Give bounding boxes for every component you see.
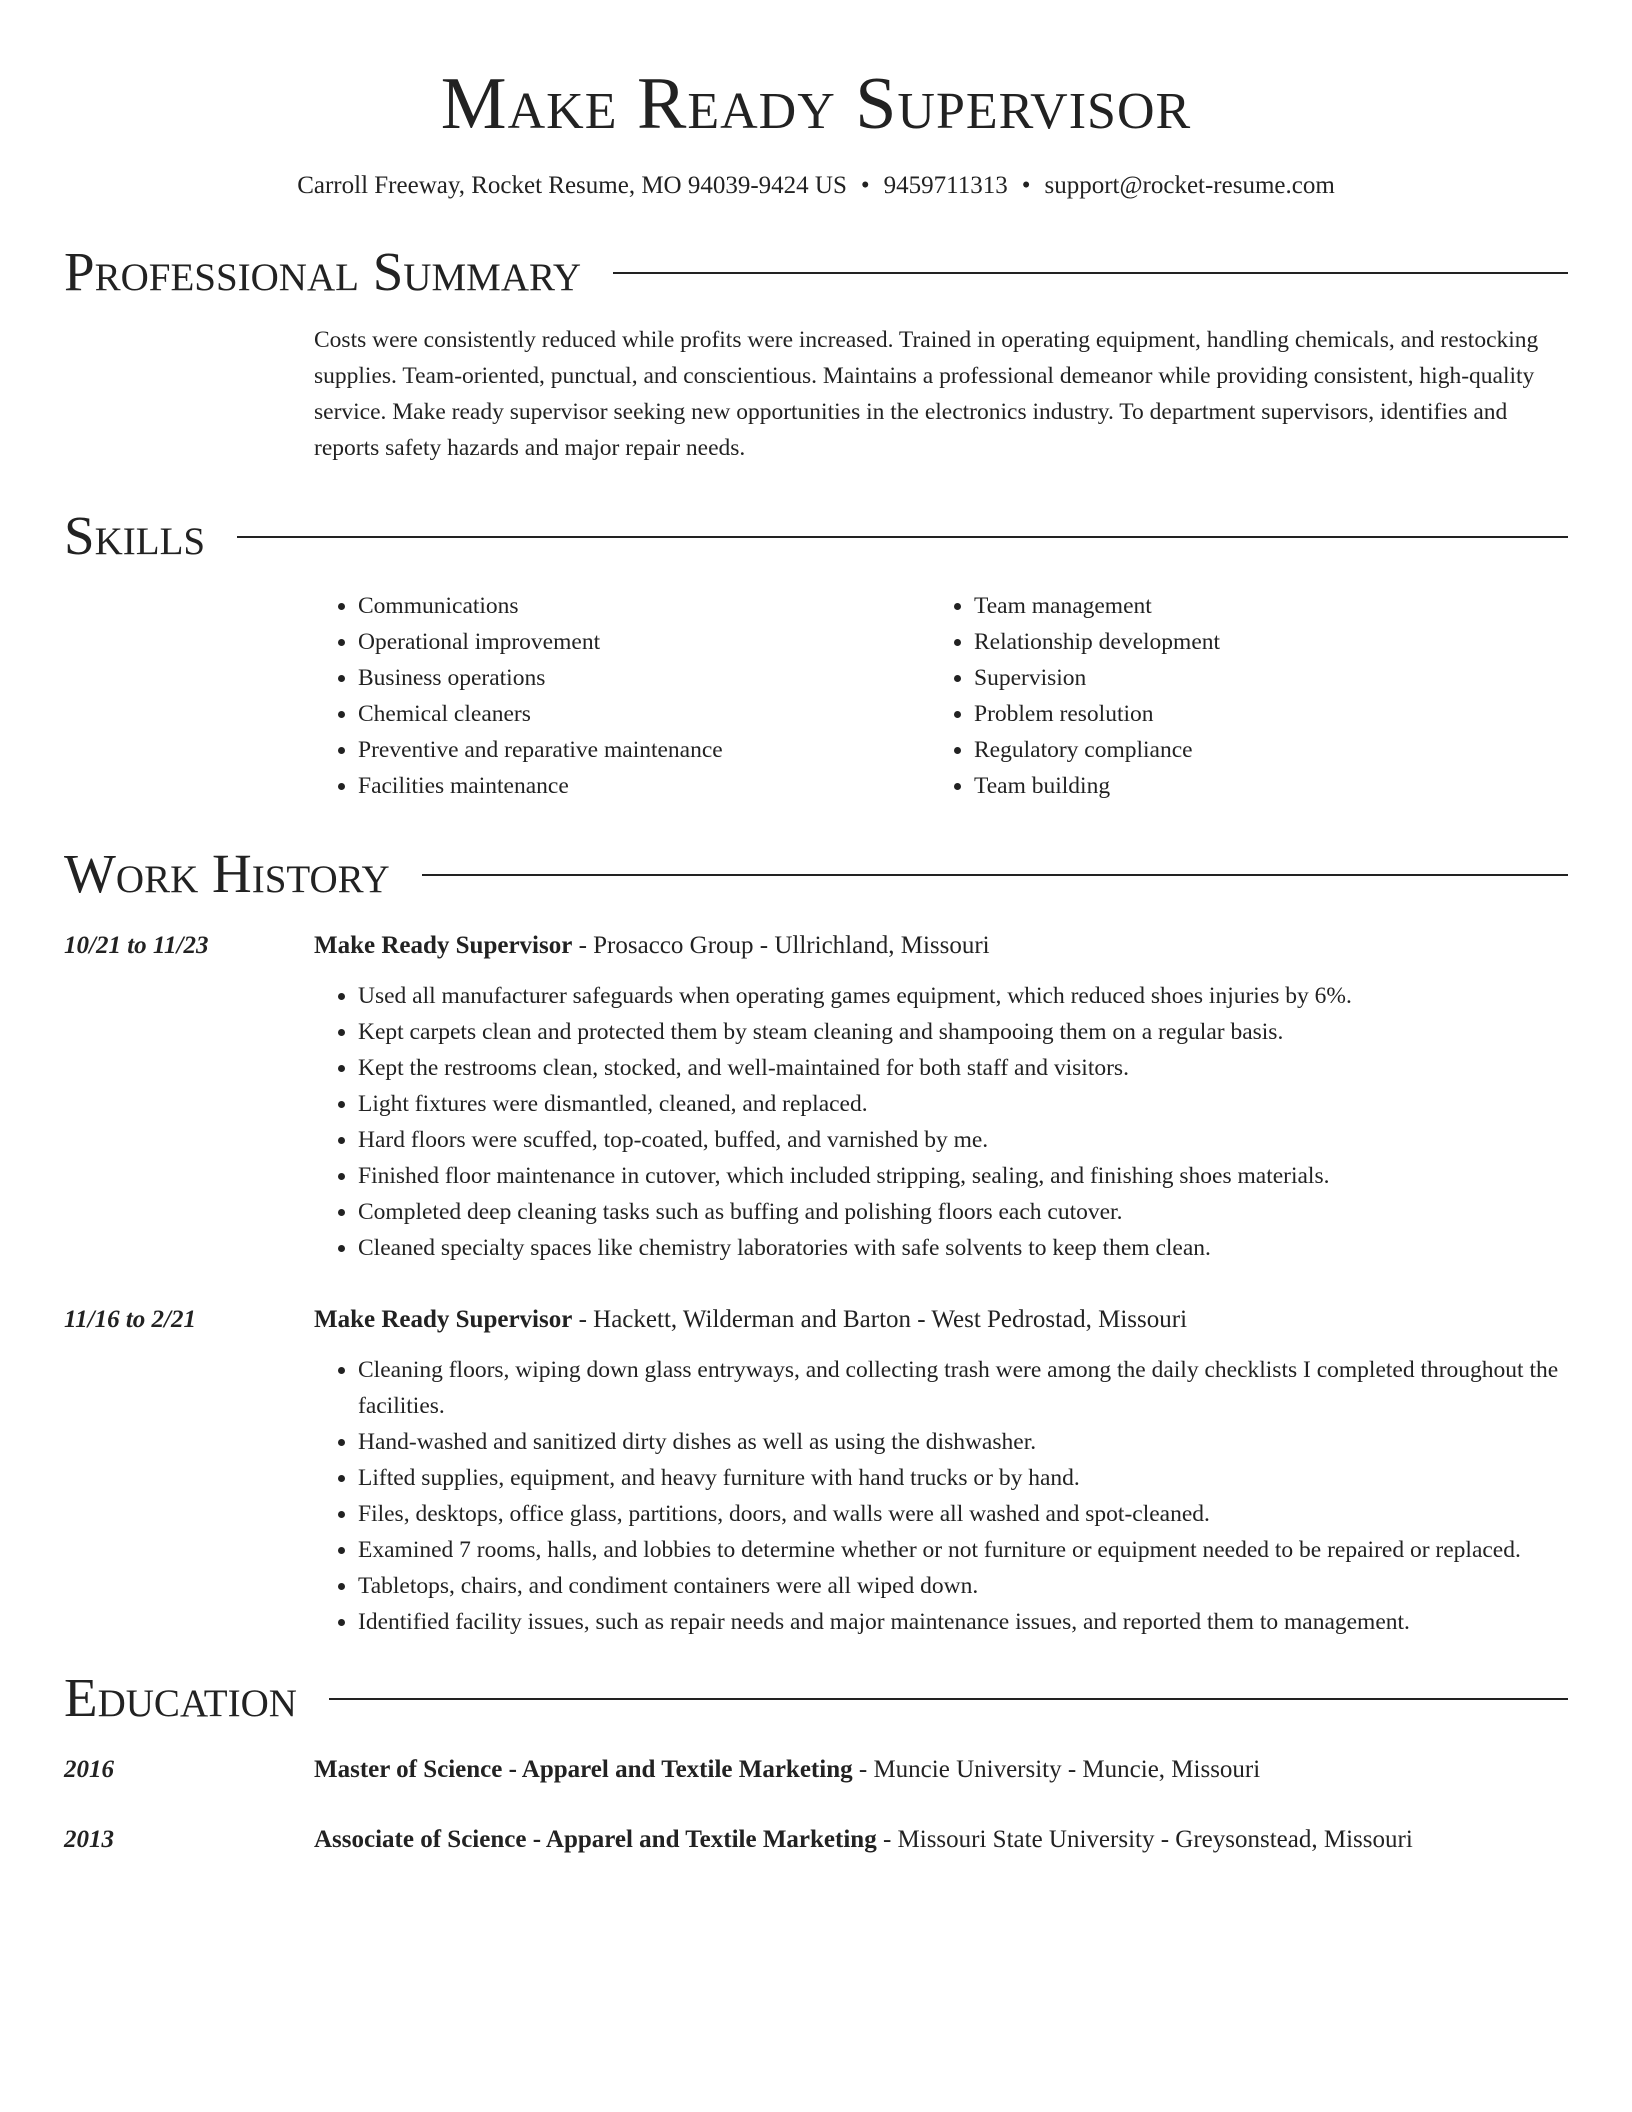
work-heading: Work History	[64, 843, 390, 904]
skill-item: • Facilities maintenance	[358, 768, 930, 804]
skill-item: • Communications	[358, 588, 930, 624]
job-bullet: • Tabletops, chairs, and condiment containers were all wiped down.	[358, 1568, 1568, 1604]
job-details: - Prosacco Group - Ullrichland, Missouri	[572, 932, 990, 959]
section-divider	[422, 874, 1568, 876]
job-bullet: • Cleaned specialty spaces like chemistry laboratories with safe solvents to keep them clean.	[358, 1230, 1568, 1266]
education-section-header	[64, 1668, 1568, 1728]
skills-list	[314, 588, 1568, 804]
job-bullet: • Completed deep cleaning tasks such as buffing and polishing floors each cutover.	[358, 1194, 1568, 1230]
section-divider	[237, 536, 1568, 538]
job-bullet: • Kept carpets clean and protected them by steam cleaning and shampooing them on a regular basis.	[358, 1014, 1568, 1050]
job-entry	[64, 1302, 1568, 1640]
job-dates: 10/21 to 11/23	[64, 932, 209, 959]
job-header	[64, 1302, 1568, 1338]
job-bullet: • Files, desktops, office glass, partitions, doors, and walls were all washed and spot-cleaned.	[358, 1496, 1568, 1532]
job-title-line	[314, 1302, 1187, 1338]
contact-address: Carroll Freeway, Rocket Resume, MO 94039-9424 US	[297, 172, 847, 199]
education-line	[314, 1822, 1413, 1858]
education-year: 2013	[64, 1826, 114, 1853]
education-details: - Muncie University - Muncie, Missouri	[852, 1756, 1261, 1783]
skill-item: • Supervision	[974, 660, 1546, 696]
skills-column-left	[314, 588, 930, 804]
education-entry	[64, 1752, 1568, 1788]
skills-heading: Skills	[64, 505, 206, 566]
education-degree: Associate of Science - Apparel and Textile Marketing	[314, 1826, 877, 1853]
education-line	[314, 1752, 1260, 1788]
job-bullet: • Kept the restrooms clean, stocked, and well-maintained for both staff and visitors.	[358, 1050, 1568, 1086]
skill-item: • Chemical cleaners	[358, 696, 930, 732]
job-header	[64, 928, 1568, 964]
job-title: Make Ready Supervisor	[314, 932, 573, 959]
contact-line	[64, 170, 1568, 202]
job-bullet: • Identified facility issues, such as repair needs and major maintenance issues, and reported them to management.	[358, 1604, 1568, 1640]
job-bullet: • Finished floor maintenance in cutover, which included stripping, sealing, and finishing shoes materials.	[358, 1158, 1568, 1194]
job-entry	[64, 928, 1568, 1266]
section-divider	[613, 272, 1568, 274]
skill-item: • Preventive and reparative maintenance	[358, 732, 930, 768]
job-bullet: • Cleaning floors, wiping down glass entryways, and collecting trash were among the daily checklists I completed throughout the facilities.	[358, 1352, 1568, 1424]
job-bullet: • Examined 7 rooms, halls, and lobbies to determine whether or not furniture or equipment needed to be repaired or replaced.	[358, 1532, 1568, 1568]
summary-text: Costs were consistently reduced while profits were increased. Trained in operating equipment, handling chemicals, and restocking supplies. Team-oriented, punctual, and conscientious. Maintains a professional demeanor while providing consistent, high-quality service. Make ready supervisor seeking new opportunities in the electronics industry. To department supervisors, identifies and reports safety hazards and major repair needs.	[314, 327, 1539, 461]
job-bullet: • Hand-washed and sanitized dirty dishes as well as using the dishwasher.	[358, 1424, 1568, 1460]
skill-item: • Regulatory compliance	[974, 732, 1546, 768]
skill-item: • Business operations	[358, 660, 930, 696]
skill-item: • Team building	[974, 768, 1546, 804]
job-details: - Hackett, Wilderman and Barton - West Pedrostad, Missouri	[572, 1306, 1188, 1333]
job-bullet: • Light fixtures were dismantled, cleaned, and replaced.	[358, 1086, 1568, 1122]
candidate-name: Make Ready Supervisor	[440, 63, 1192, 145]
job-title: Make Ready Supervisor	[314, 1306, 573, 1333]
education-degree: Master of Science - Apparel and Textile Marketing	[314, 1756, 853, 1783]
job-title-line	[314, 928, 990, 964]
contact-email: support@rocket-resume.com	[1044, 172, 1335, 199]
skills-column-right	[930, 588, 1546, 804]
skills-section-header	[64, 506, 1568, 566]
education-heading: Education	[64, 1667, 297, 1728]
skill-item: • Problem resolution	[974, 696, 1546, 732]
education-year: 2016	[64, 1756, 114, 1783]
contact-phone: 9459711313	[883, 172, 1008, 199]
job-bullets	[314, 1352, 1568, 1640]
skill-item: • Relationship development	[974, 624, 1546, 660]
job-dates: 11/16 to 2/21	[64, 1306, 196, 1333]
job-bullet: • Hard floors were scuffed, top-coated, buffed, and varnished by me.	[358, 1122, 1568, 1158]
job-bullets	[314, 978, 1568, 1266]
contact-separator: •	[1021, 172, 1031, 199]
skill-item: • Operational improvement	[358, 624, 930, 660]
education-details: - Missouri State University - Greysonstead, Missouri	[876, 1826, 1413, 1853]
summary-section-header	[64, 242, 1568, 302]
summary-heading: Professional Summary	[64, 241, 582, 302]
job-bullet: • Used all manufacturer safeguards when operating games equipment, which reduced shoes injuries by 6%.	[358, 978, 1568, 1014]
job-bullet: • Lifted supplies, equipment, and heavy furniture with hand trucks or by hand.	[358, 1460, 1568, 1496]
section-divider	[329, 1698, 1568, 1700]
contact-separator: •	[860, 172, 870, 199]
education-entry	[64, 1822, 1568, 1858]
work-section-header	[64, 844, 1568, 904]
skill-item: • Team management	[974, 588, 1546, 624]
